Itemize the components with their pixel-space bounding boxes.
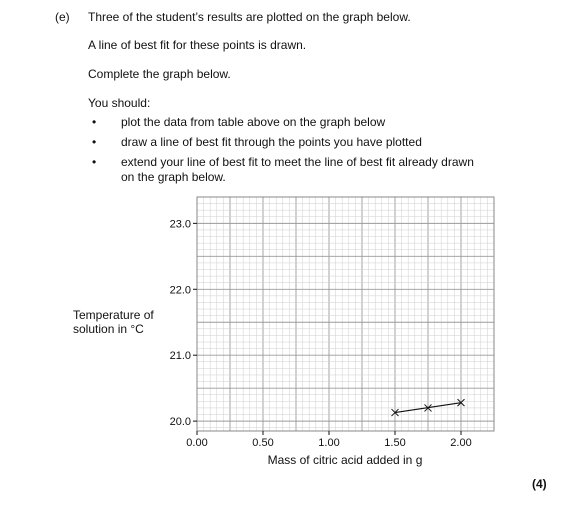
x-tick-label: 0.00: [186, 437, 208, 449]
graph-grid: [197, 197, 494, 431]
question-label: (e): [55, 10, 70, 24]
y-tick-label: 22.0: [169, 284, 191, 297]
x-tick-label: 1.50: [384, 437, 406, 449]
y-tick-label: 23.0: [169, 218, 191, 231]
question-best-fit-note: A line of best fit for these points is drawn.: [88, 38, 307, 52]
marks-indicator: (4): [532, 477, 547, 491]
y-axis-title-line1: Temperature of: [73, 308, 154, 322]
x-axis-title: Mass of citric acid added in g: [267, 453, 423, 467]
y-tick-label: 20.0: [169, 416, 191, 429]
bullet-extend-line-cont: on the graph below.: [121, 170, 226, 184]
question-instruction: Complete the graph below.: [88, 67, 231, 81]
x-tick-label: 0.50: [252, 437, 274, 449]
graph-area: [197, 197, 494, 431]
x-tick-label: 2.00: [450, 437, 472, 449]
bullet-extend-line: extend your line of best fit to meet the line of best fit already drawn: [121, 155, 474, 169]
bullet-symbol: •: [92, 135, 97, 149]
bullet-draw-line: draw a line of best fit through the points you have plotted: [121, 135, 422, 149]
bullet-plot-data: plot the data from table above on the graph below: [121, 115, 386, 129]
question-intro: Three of the student’s results are plotted on the graph below.: [88, 10, 411, 24]
bullet-symbol: •: [92, 115, 97, 129]
bullet-symbol: •: [92, 155, 97, 169]
x-tick-label: 1.00: [318, 437, 340, 449]
y-tick-label: 21.0: [169, 350, 191, 363]
you-should-heading: You should:: [88, 96, 151, 110]
y-axis-title-line2: solution in °C: [73, 322, 144, 336]
